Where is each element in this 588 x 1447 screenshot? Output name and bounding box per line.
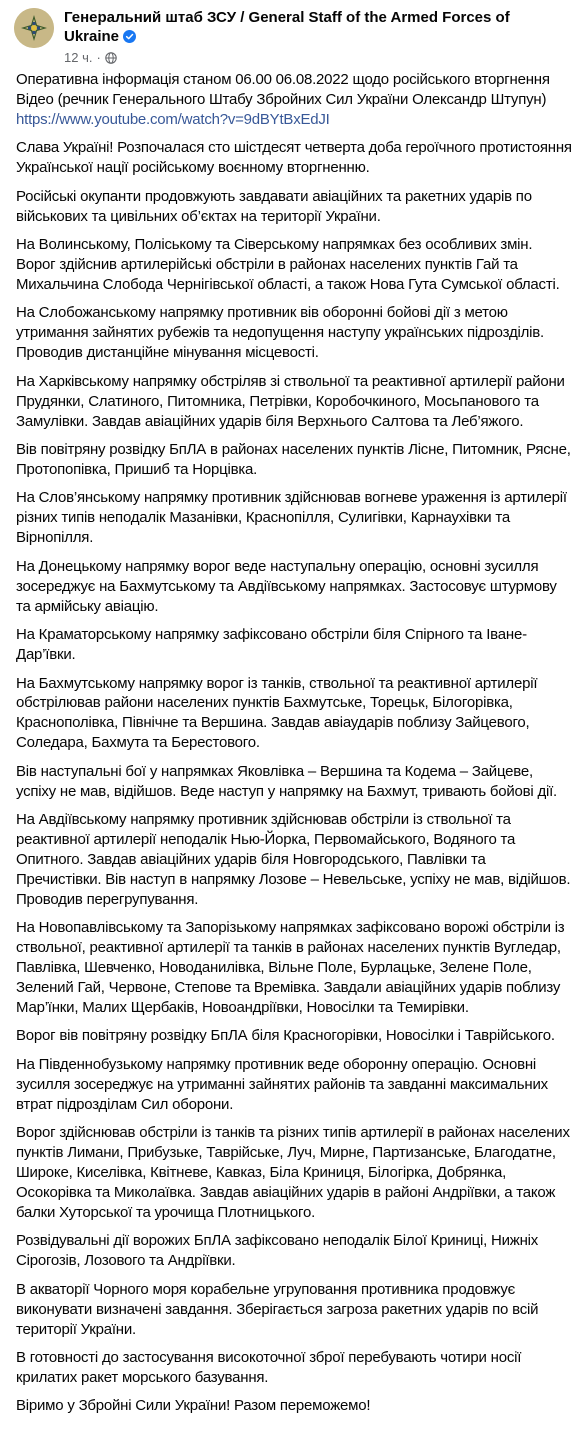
paragraph: На Південнобузькому напрямку противник веде оборонну операцію. Основні зусилля зосереджує на утриманні зайнятих районів та завданні максимальних втрат підрозділам Сил оборони. [16, 1055, 548, 1113]
paragraph: На Волинському, Поліському та Сіверському напрямках без особливих змін. Ворог здійснив артилерійські обстріли в районах населених пунктів Гай та Михальчина Слобода Чернігівської області, а також Нова Гута Сумської області. [16, 236, 560, 293]
video-link[interactable]: https://www.youtube.com/watch?v=9dBYtBxEdJI [16, 110, 330, 128]
intro-line-1: Оперативна інформація станом 06.00 06.08.2022 щодо російського вторгнення [16, 71, 550, 88]
paragraph: На Краматорському напрямку зафіксовано обстріли біля Спірного та Іване-Дар’ївки. [16, 626, 527, 663]
paragraph: На Слобожанському напрямку противник вів оборонні бойові дії з метою утримання зайнятих рубежів та недопущення наступу українських підрозділів. Проводив дистанційне мінування місцевості. [16, 304, 544, 362]
paragraph: Вів повітряну розвідку БпЛА в районах населених пунктів Лісне, Питомник, Рясне, Протопопівка, Пришиб та Норцівка. [16, 441, 571, 478]
paragraph: Російські окупанти продовжують завдавати авіаційних та ракетних ударів по військових та цивільних об’єктах на території України. [16, 187, 532, 225]
meta-separator: · [96, 50, 101, 65]
paragraph: Ворог здійснював обстріли із танків та різних типів артилерії в районах населених пунктів Лимани, Прибузьке, Таврійське, Луч, Мирне, Партизанське, Благодатне, Широке, Киселівка, Квітневе, Кавказ, Біла Криниця, Білогірка, Добрянка, Осокорівка та Миколаївка. Завдав авіаційних ударів в районі Андріївки, а також балки Хуторської та урочища Плотницького. [16, 1124, 570, 1221]
paragraph: На Харківському напрямку обстріляв зі ствольної та реактивної артилерії райони Прудянки, Слатиного, Питомника, Петрівки, Коробочкиного, Мосьпанового та Замулівки. Завдав авіаційних ударів біля Верхнього Салтова та Леб’яжого. [16, 372, 565, 430]
paragraph: Віримо у Збройні Сили України! Разом переможемо! [16, 1397, 371, 1415]
paragraph: Вів наступальні бої у напрямках Яковлівка – Вершина та Кодема – Зайцеве, успіху не мав, відійшов. Веде наступ у напрямку на Бахмут, тривають бойові дії. [16, 762, 557, 800]
intro-paragraph [16, 70, 572, 130]
globe-icon[interactable] [105, 52, 117, 64]
general-staff-emblem-icon [14, 8, 54, 48]
intro-line-2: Відео (речник Генерального Штабу Збройних Сил України Олександр Штупун) [16, 90, 547, 108]
paragraph: На Донецькому напрямку ворог веде наступальну операцію, основні зусилля зосереджує на Бахмутському та Авдіївському напрямках. Застосовує штурмову та армійську авіацію. [16, 557, 557, 615]
paragraph: На Бахмутському напрямку ворог із танків, ствольної та реактивної артилерії обстрілював райони населених пунктів Бахмутське, Торецьк, Білогорівка, Краснополівка, Північне та Вершина. Завдав авіаударів поблизу Зайцевого, Соледара, Бахмута та Берестового. [16, 674, 538, 752]
post-body [16, 70, 572, 1425]
verified-badge-icon [123, 30, 136, 43]
post-meta [64, 50, 117, 66]
paragraph: Розвідувальні дії ворожих БпЛА зафіксовано неподалік Білої Криниці, Нижніх Сірогозів, Лозового та Андріївки. [16, 1232, 539, 1270]
paragraph: На Слов’янському напрямку противник здійснював вогневе ураження із артилерії різних типів неподалік Мазанівки, Краснопілля, Сулигівки, Карнаухівки та Вірнопілля. [16, 489, 567, 547]
paragraph: В готовності до застосування високоточної зброї перебувають чотири носії крилатих ракет морського базування. [16, 1349, 522, 1386]
paragraph: В акваторії Чорного моря корабельне угруповання противника продовжує виконувати визначені завдання. Зберігається загроза ракетних ударів по всій території України. [16, 1280, 539, 1338]
author-line [64, 8, 564, 46]
paragraph: Слава Україні! Розпочалася сто шістдесят четверта доба героїчного протистояння Української нації російському воєнному вторгненню. [16, 139, 572, 177]
post-timestamp[interactable]: 12 ч. [64, 50, 93, 65]
post-header [0, 0, 588, 72]
paragraph: На Авдіївському напрямку противник здійснював обстріли із ствольної та реактивної артилерії неподалік Нью-Йорка, Первомайського, Водяного та Опитного. Завдав авіаційних ударів біля Новгородського, Павлівки та Пречистівки. Вів наступ в напрямку Лозове – Невельське, успіху не мав, відійшов. Проводив перегрупування. [16, 811, 571, 908]
author-name[interactable]: Генеральний штаб ЗСУ / General Staff of the Armed Forces of Ukraine [64, 9, 510, 45]
avatar[interactable] [14, 8, 54, 48]
paragraph: На Новопавлівському та Запорізькому напрямках зафіксовано ворожі обстріли із ствольної, реактивної артилерії та танків в районах населених пунктів Вугледар, Павлівка, Шевченко, Новоданилівка, Вільне Поле, Бурлацьке, Зелене Поле, Зелений Гай, Червоне, Степове та Времівка. Завдали авіаційних ударів поблизу Мар’їнки, Малих Щербаків, Новоандріївки, Новосілки та Темирівки. [16, 919, 565, 1016]
paragraph: Ворог вів повітряну розвідку БпЛА біля Красногорівки, Новосілки і Таврійського. [16, 1027, 555, 1045]
